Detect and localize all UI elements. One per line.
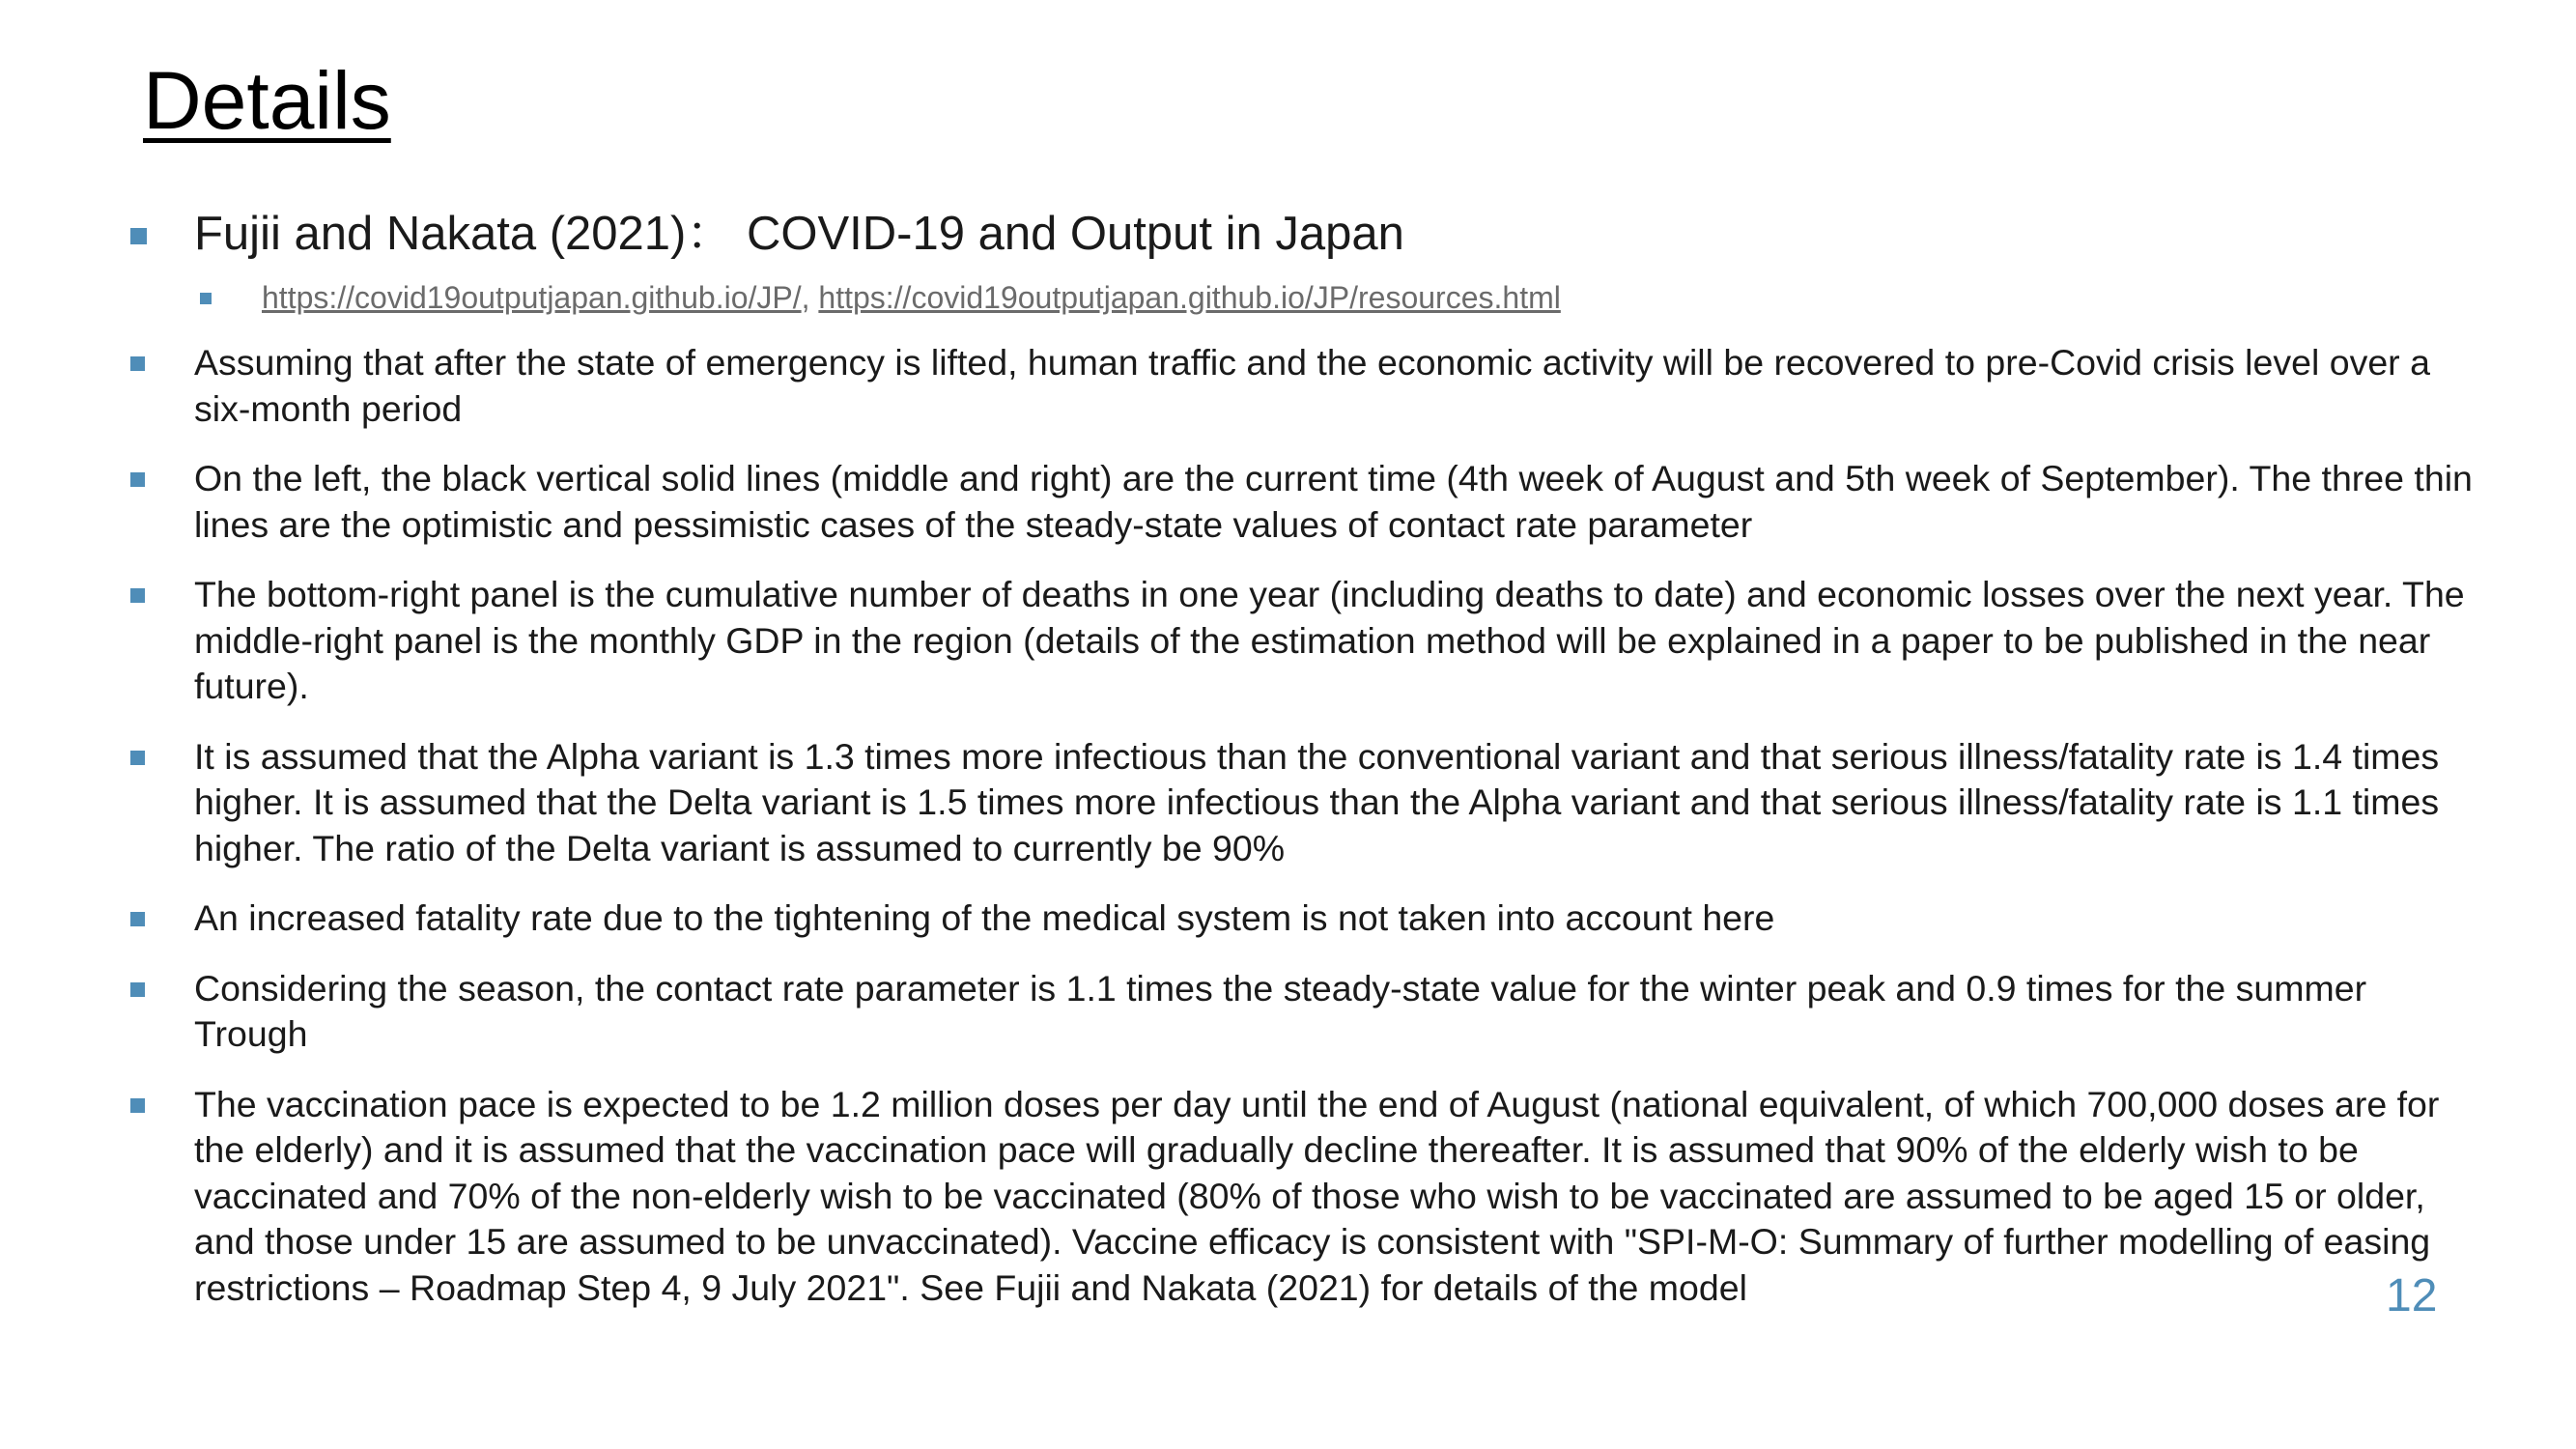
square-bullet-icon <box>130 228 147 244</box>
square-bullet-icon <box>130 472 145 487</box>
square-bullet-icon <box>200 293 212 304</box>
bullet-text: The vaccination pace is expected to be 1.2 million doses per day until the end of August (national equivalent, of which 700,000 doses are for the elderly) and it is assumed that the vaccination pace will gradually decline thereafter. It is assumed that 90% of the elderly wish to be vaccinated and 70% of the non-elderly wish to be vaccinated (80% of those who wish to be vaccinated are assumed to be aged 15 or older, and those under 15 are assumed to be unvaccinated). Vaccine efficacy is consistent with "SPI-M-O: Summary of further modelling of easing restrictions – Roadmap Step 4, 9 July 2021". See Fujii and Nakata (2021) for details of the model <box>194 1083 2440 1308</box>
bullet-text: Considering the season, the contact rate parameter is 1.1 times the steady-state value for the winter peak and 0.9 times for the summer Trough <box>194 967 2367 1054</box>
bullet-item-seasonality <box>130 966 2487 1058</box>
bullet-text: An increased fatality rate due to the tightening of the medical system is not taken into account here <box>194 897 1775 938</box>
link-separator: , <box>801 280 819 315</box>
bullet-text: On the left, the black vertical solid lines (middle and right) are the current time (4th week of August and 5th week of September). The three thin lines are the optimistic and pessimistic cases of the steady-state values of contact rate parameter <box>194 458 2473 545</box>
bullet-list <box>130 205 2487 1335</box>
slide-title: Details <box>143 55 391 146</box>
bullet-text: It is assumed that the Alpha variant is 1.3 times more infectious than the conventional variant and that serious illness/fatality rate is 1.4 times higher. It is assumed that the Delta variant is 1.5 times more infectious than the Alpha variant and that serious illness/fatality rate is 1.1 times higher. The ratio of the Delta variant is assumed to currently be 90% <box>194 735 2440 868</box>
square-bullet-icon <box>130 588 145 603</box>
bullet-item-recovery-assumption <box>130 340 2487 432</box>
bullet-item-fatality-rate <box>130 895 2487 942</box>
bullet-item-panels <box>130 572 2487 710</box>
bullet-item-links <box>130 278 2487 317</box>
link-covid19outputjapan-resources[interactable]: https://covid19outputjapan.github.io/JP/resources.html <box>818 280 1561 315</box>
bullet-item-source <box>130 205 2487 263</box>
bullet-text: Fujii and Nakata (2021)： COVID-19 and Output in Japan <box>194 208 1404 260</box>
bullet-item-variants <box>130 734 2487 872</box>
bullet-item-vaccination <box>130 1082 2487 1312</box>
square-bullet-icon <box>130 982 145 997</box>
square-bullet-icon <box>130 1098 145 1113</box>
square-bullet-icon <box>130 751 145 765</box>
bullet-text: The bottom-right panel is the cumulative number of deaths in one year (including deaths to date) and economic losses over the next year. The middle-right panel is the monthly GDP in the region (details of the estimation method will be explained in a paper to be published in the near future). <box>194 574 2465 706</box>
square-bullet-icon <box>130 356 145 371</box>
page-number: 12 <box>2386 1270 2438 1321</box>
link-covid19outputjapan-home[interactable]: https://covid19outputjapan.github.io/JP/ <box>262 280 802 315</box>
square-bullet-icon <box>130 912 145 926</box>
bullet-item-vertical-lines <box>130 456 2487 548</box>
bullet-text: Assuming that after the state of emergency is lifted, human traffic and the economic activity will be recovered to pre-Covid crisis level over a six-month period <box>194 342 2430 429</box>
